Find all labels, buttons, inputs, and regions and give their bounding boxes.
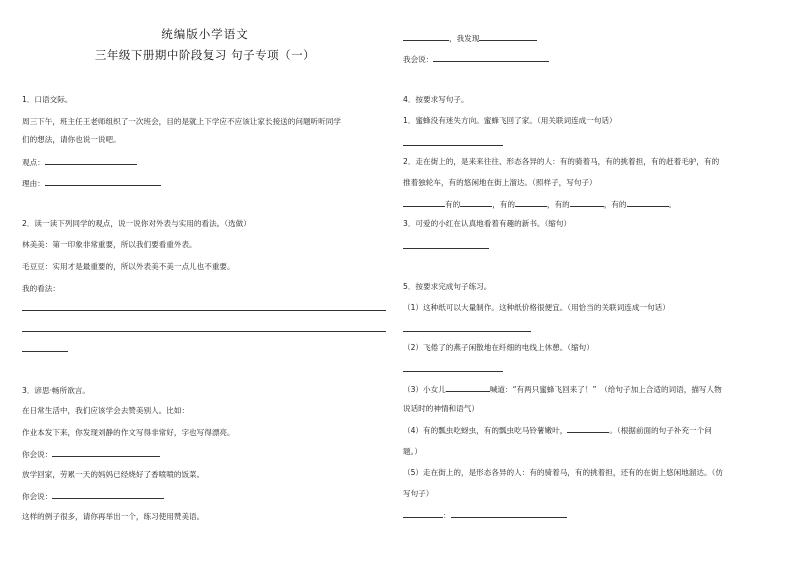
q4-answer-line-1[interactable]	[403, 145, 503, 146]
pattern-blank-2[interactable]	[460, 199, 492, 207]
q5-part-5-line1: （5）走在街上的，是形态各异的人：有的骑着马，有的挑着担，还有的在街上悠闲地溜达。（仿	[403, 468, 723, 477]
viewpoint-label: 观点：	[22, 158, 45, 167]
q5-part-5-line2: 写句子）	[403, 489, 434, 498]
q5-part-3-line1	[403, 384, 722, 395]
q5-part-4-line1	[403, 425, 712, 436]
q3-text-line2: 作业本发下来，你发现刘静的作文写得非常好，字也写得漂亮。	[22, 428, 235, 437]
found-blank-1[interactable]	[403, 33, 449, 41]
q1-text-line1: 周三下午，班主任王老师组织了一次班会，目的是就上下学应不应该让家长接送的问题听听同学	[22, 117, 341, 126]
q5-part-1: （1）这种纸可以大量制作。这种纸价格很便宜。（用恰当的关联词连成一句话）	[403, 303, 670, 312]
q4-sentence-2-line1: 2．走在街上的，是来来往往、形态各异的人：有的骑着马，有的挑着担，有的赶着毛驴，有的	[403, 157, 720, 166]
q1-heading: 1．口语交际。	[22, 95, 73, 104]
q5-part-5-answer-row	[403, 510, 567, 521]
worksheet-subtitle: 三年级下册期中阶段复习 句子专项（一）	[94, 48, 316, 62]
q3-text-line4: 这样的例子很多，请你再举出一个，练习使用赞美语。	[22, 512, 205, 521]
q5-part-4-blank[interactable]	[567, 425, 609, 433]
worksheet-title: 统编版小学语文	[161, 27, 249, 41]
q2-lin-meimei: 林美美：第一印象非常重要，所以我们要看重外表。	[22, 240, 197, 249]
q2-answer-line-3[interactable]	[22, 351, 68, 352]
q1-viewpoint-row	[22, 157, 137, 168]
q5-part-2: （2）飞倦了的燕子闲散地在纤细的电线上休憩。（缩句）	[403, 343, 594, 352]
q5-part-4-text: 。（根据前面的句子补充一个问	[609, 426, 712, 435]
viewpoint-answer-blank[interactable]	[45, 157, 137, 165]
q5-part-3-text: 喊道：“有两只蜜蜂飞回来了！” （给句子加上合适的词语，描写人物	[489, 385, 722, 394]
q2-my-view-label: 我的看法：	[22, 284, 60, 293]
q3-heading: 3．谚思·畅所欲言。	[22, 386, 90, 395]
say-answer-blank-2[interactable]	[52, 491, 164, 499]
q3-say-row-1	[22, 449, 160, 460]
q4-heading: 4．按要求写句子。	[403, 95, 469, 104]
q2-heading: 2．读一读下列同学的观点，说一说你对外表与实用的看法。（选做）	[22, 219, 251, 228]
will-say-blank[interactable]	[433, 54, 549, 62]
q4-answer-line-3[interactable]	[403, 248, 489, 249]
say-label-1: 你会说：	[22, 450, 53, 459]
q5-part-3-prefix: （3）小女儿	[403, 385, 446, 394]
q5-part-4-prefix: （4）有的瓢虫吃蚜虫，有的瓢虫吃马铃薯嫩叶，	[403, 426, 568, 435]
pattern-word-3: 有的	[554, 200, 570, 209]
q5-part-5-colon: ：	[443, 511, 451, 520]
q5-part-3-line2: 说话时的神情和语气）	[403, 404, 479, 413]
say-label-2: 你会说：	[22, 492, 53, 501]
q2-mao-doudou: 毛豆豆：实用才是最重要的，所以外表美不美一点儿也不重要。	[22, 262, 235, 271]
pattern-word-1: 有的	[445, 200, 461, 209]
pattern-blank-4[interactable]	[570, 199, 604, 207]
pattern-blank-5[interactable]	[627, 199, 669, 207]
reason-label: 理由：	[22, 179, 45, 188]
found-label: ，我发现	[449, 34, 480, 43]
say-answer-blank-1[interactable]	[52, 449, 160, 457]
q1-text-line2: 们的想法，请你也说一说吧。	[22, 135, 121, 144]
q2-answer-line-2[interactable]	[22, 331, 386, 332]
pattern-blank-1[interactable]	[403, 199, 445, 207]
q3-text-line3: 放学回家，劳累一天的妈妈已经烧好了香喷喷的饭菜。	[22, 470, 205, 479]
found-blank-2[interactable]	[479, 33, 537, 41]
pattern-blank-3[interactable]	[515, 199, 547, 207]
reason-answer-blank[interactable]	[45, 178, 161, 186]
q5-answer-line-2[interactable]	[403, 371, 503, 372]
q5-part-5-blank-2[interactable]	[451, 510, 567, 518]
q5-part-3-blank[interactable]	[446, 384, 490, 392]
q2-answer-line-1[interactable]	[22, 310, 386, 311]
found-row	[403, 33, 537, 44]
will-say-row	[403, 54, 549, 65]
q4-pattern-row: 有的 ，有的 ，有的 ，有的 。	[403, 199, 676, 210]
q3-text-line1: 在日常生活中，我们应该学会去赞美别人。比如：	[22, 406, 190, 415]
pattern-word-4: 有的	[611, 200, 627, 209]
q4-sentence-1: 1．蜜蜂没有迷失方向。蜜蜂飞回了家。（用关联词连成一句话）	[403, 116, 617, 125]
q3-say-row-2	[22, 491, 164, 502]
q4-sentence-3: 3．可爱的小红在认真地看着有趣的新书。（缩句）	[403, 219, 572, 228]
q1-reason-row	[22, 178, 161, 189]
q5-answer-line-1[interactable]	[403, 331, 531, 332]
q5-part-4-line2: 题。）	[403, 447, 422, 456]
pattern-word-2: 有的	[499, 200, 515, 209]
q5-heading: 5．按要求完成句子练习。	[403, 282, 492, 291]
q5-part-5-blank-1[interactable]	[403, 510, 443, 518]
q4-sentence-2-line2: 推着独轮车，有的悠闲地在街上溜达。（照样子，写句子）	[403, 178, 597, 187]
will-say-label: 我会说：	[403, 55, 434, 64]
